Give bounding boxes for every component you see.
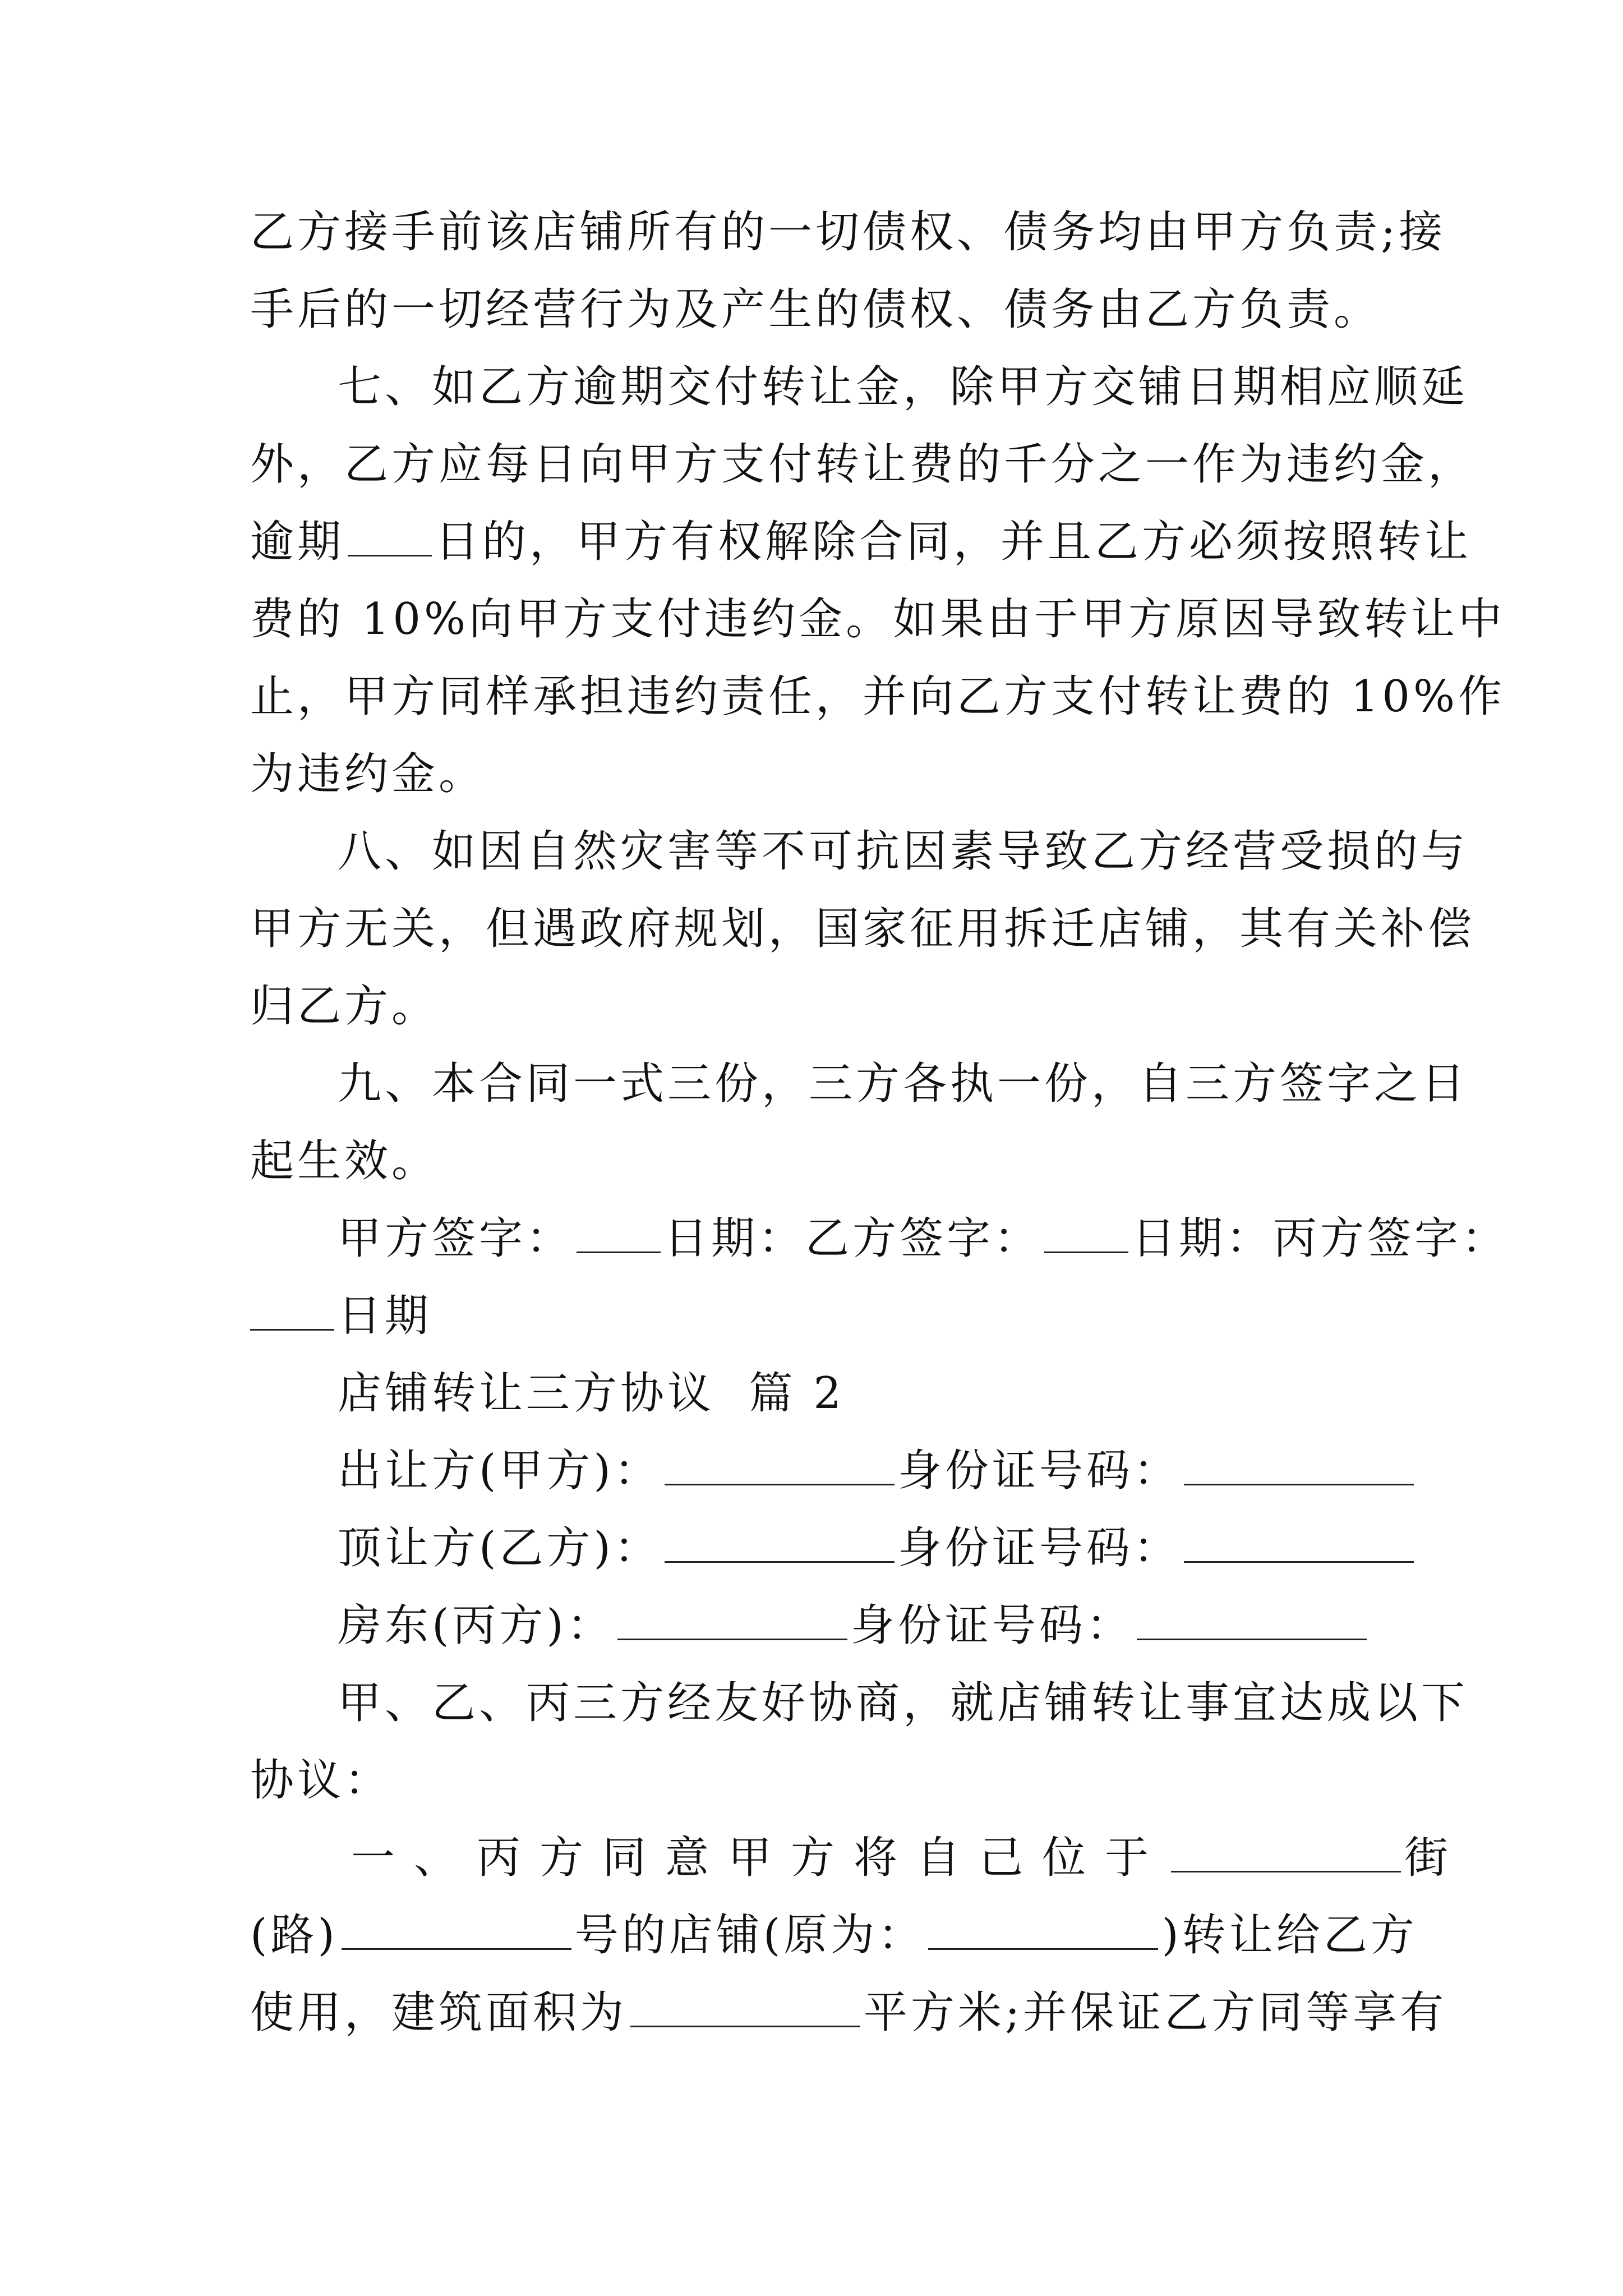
blank-line	[1137, 1638, 1367, 1640]
text-line: 止，甲方同样承担违约责任，并向乙方支付转让费的 10%作	[250, 671, 1506, 722]
text-line: 乙方接手前该店铺所有的一切债权、债务均由甲方负责;接	[250, 207, 1446, 257]
text-line: 费的 10%向甲方支付违约金。如果由于甲方原因导致转让中	[250, 594, 1506, 645]
paragraph-clause-1	[250, 1819, 1452, 2051]
landlord-line	[250, 1587, 1374, 1664]
text-fragment: )转让给乙方	[1161, 1910, 1418, 1961]
blank-line	[1044, 1251, 1128, 1253]
text-line: 协议：	[250, 1755, 392, 1806]
text-fragment: (路)	[250, 1910, 338, 1961]
landlord-label: 房东(丙方)：	[338, 1600, 614, 1651]
section-title	[250, 1355, 1374, 1432]
text-line: 甲、乙、丙三方经友好协商，就店铺转让事宜达成以下	[338, 1678, 1469, 1728]
id-label: 身份证号码：	[897, 1523, 1181, 1573]
signature-block	[250, 1200, 1509, 1355]
id-label: 身份证号码：	[850, 1600, 1133, 1651]
party-a-signature-label: 甲方签字：	[338, 1213, 574, 1264]
parties-block	[250, 1432, 1374, 1664]
text-line	[250, 1277, 1374, 1355]
paragraph-debts	[250, 194, 1446, 348]
paragraph-intro	[250, 1664, 1469, 1819]
section-title-text: 店铺转让三方协议 篇 2	[338, 1368, 845, 1419]
text-fragment: 平方米;并保证乙方同等享有	[864, 1987, 1447, 2038]
blank-line	[1184, 1483, 1414, 1485]
party-b-signature-label: 日期：乙方签字：	[664, 1213, 1041, 1264]
blank-line	[348, 554, 432, 556]
text-line: 起生效。	[250, 1136, 439, 1186]
party-c-signature-label: 日期：丙方签字：	[1132, 1213, 1509, 1264]
blank-line	[250, 1328, 334, 1331]
text-fragment: 逾期	[250, 517, 345, 567]
id-label: 身份证号码：	[897, 1446, 1181, 1496]
transferee-label: 顶让方(乙方)：	[338, 1523, 661, 1573]
text-line: 手后的一切经营行为及产生的债权、债务由乙方负责。	[250, 284, 1381, 335]
text-line: 归乙方。	[250, 981, 439, 1032]
text-fragment: 日的，甲方有权解除合同，并且乙方必须按照转让	[435, 517, 1472, 567]
text-line	[250, 1819, 1452, 1897]
transferor-line	[250, 1432, 1374, 1510]
date-label: 日期	[338, 1291, 432, 1341]
text-fragment: 号的店铺(原为：	[574, 1910, 925, 1961]
transferor-label: 出让方(甲方)：	[338, 1446, 661, 1496]
text-line: 七、如乙方逾期交付转让金，除甲方交铺日期相应顺延	[338, 362, 1469, 412]
blank-line	[577, 1251, 661, 1253]
paragraph-clause-7	[250, 348, 1506, 813]
text-fragment: 使用，建筑面积为	[250, 1987, 628, 2038]
blank-line	[617, 1638, 847, 1640]
text-line: 为违约金。	[250, 749, 486, 799]
paragraph-clause-9	[250, 1045, 1469, 1200]
text-line	[250, 1974, 1447, 2051]
text-line: 九、本合同一式三份，三方各执一份，自三方签字之日	[338, 1059, 1469, 1109]
blank-line	[928, 1948, 1158, 1950]
paragraph-clause-8	[250, 813, 1476, 1045]
text-line	[250, 1897, 1418, 1974]
blank-line	[1184, 1561, 1414, 1563]
text-line: 外，乙方应每日向甲方支付转让费的千分之一作为违约金，	[250, 439, 1476, 490]
text-fragment: 街	[1404, 1833, 1452, 1883]
text-line	[250, 503, 1472, 581]
blank-line	[1171, 1870, 1401, 1872]
blank-line	[665, 1483, 895, 1485]
document-body	[250, 194, 1509, 2051]
text-line: 甲方无关，但遇政府规划，国家征用拆迁店铺，其有关补偿	[250, 904, 1476, 954]
transferee-line	[250, 1510, 1374, 1587]
text-line	[250, 1200, 1509, 1277]
text-fragment: 一、丙方同意甲方将自己位于	[351, 1833, 1168, 1883]
text-line: 八、如因自然灾害等不可抗因素导致乙方经营受损的与	[338, 826, 1469, 877]
blank-line	[665, 1561, 895, 1563]
blank-line	[342, 1948, 571, 1950]
blank-line	[630, 2025, 860, 2027]
